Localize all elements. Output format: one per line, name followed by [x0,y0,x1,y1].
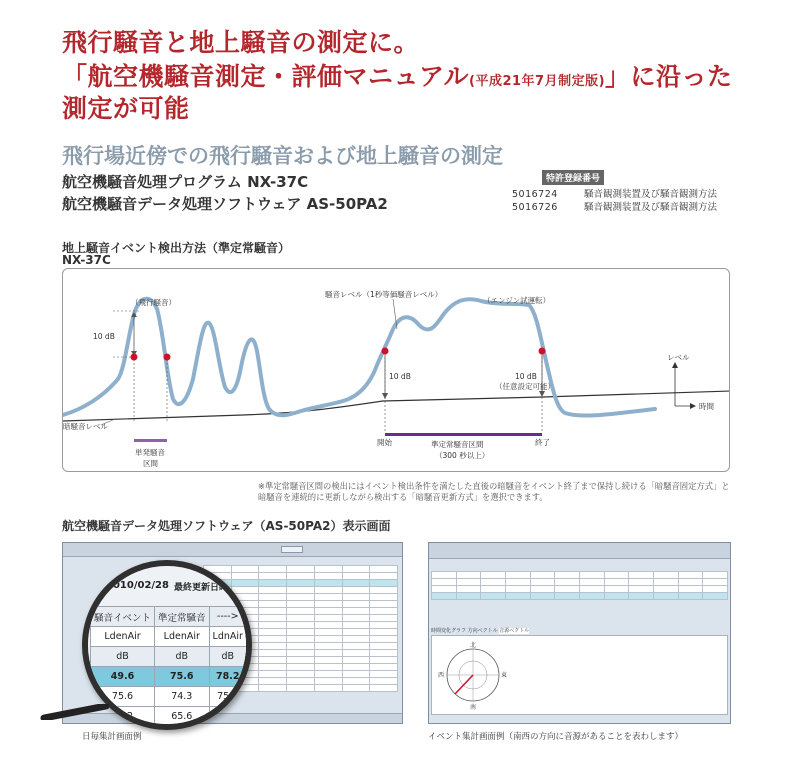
noise-level-curve [63,299,655,416]
lens-db: dB [91,647,155,667]
patent-number: 5016726 [512,202,558,213]
footnote-line-2: 暗騒音を連続的に更新しながら検出する「暗騒音更新方式」を選択できます。 [258,492,548,502]
event-marker [539,348,546,355]
footnote [258,481,730,503]
single-interval-label-2: 区間 [143,459,158,468]
method-title: 地上騒音イベント検出方法（準定常騒音） [62,241,291,255]
event-marker [131,354,138,361]
lens-unit: LdenAir [91,627,155,647]
level-axis-label: レベル [667,353,690,362]
start-label: 開始 [377,438,392,447]
lens-cell: 78.2 [209,667,246,687]
lens-db: dB [209,647,246,667]
ten-db-right-label: 10 dB [515,372,537,381]
lens-table [90,606,247,730]
patent-item [512,186,717,200]
arbitrary-label: （任意設定可能） [495,382,555,391]
compass-north: 北 [470,642,477,649]
background-label: 暗騒音レベル [63,422,108,431]
lens-cell [209,727,246,731]
lens-cell: 65.6 [155,707,210,727]
headline-line-2-small: (平成21年7月制定版) [469,74,606,89]
patent-label: 特許登録番号 [542,170,604,185]
lens-cell: 69.2 [91,707,155,727]
patent-item [512,199,717,213]
lens-header: ----> [209,607,246,627]
subheading: 飛行場近傍での飛行騒音および地上騒音の測定 [62,144,503,168]
method-model: NX-37C [62,253,111,267]
toolbar [63,543,403,557]
engine-run-label: （エンジン試運転） [483,296,551,305]
event-grid [431,571,728,600]
ten-db-left-label: 10 dB [93,332,115,341]
quasi-interval-bar [385,433,542,436]
quasi-interval-label-2: （300 秒以上） [435,451,490,460]
lens-cell: 74.3 [155,687,210,707]
lens-db: dB [155,647,210,667]
lens-cell: 66 [209,707,246,727]
single-interval-label-1: 単発騒音 [135,448,165,457]
flight-noise-label: （飛行騒音） [131,298,176,307]
lens-content [88,566,252,730]
ten-db-mid-label: 10 dB [389,372,411,381]
end-label: 終了 [535,438,550,447]
lens-header: 騒音イベント [91,607,155,627]
compass-east: 東 [501,672,508,679]
lens-cell: 49.6 [91,667,155,687]
lens-unit: LdenAir [155,627,210,647]
magnifier-handle [40,704,110,720]
vector-panel [431,635,728,715]
compass-rose [438,640,508,710]
left-caption: 日毎集計画面例 [82,732,142,742]
single-interval-bar [134,439,167,442]
product-as50pa2: 航空機騒音データ処理ソフトウェア AS-50PA2 [62,195,388,213]
event-marker [164,354,171,361]
event-marker [382,348,389,355]
time-axis-head [690,403,696,409]
compass-west: 西 [438,672,445,679]
background-noise-line [63,391,730,421]
headline-line-2-main: 「航空機騒音測定・評価マニュアル [62,62,470,91]
patent-title: 騒音観測装置及び騒音観測方法 [584,189,718,200]
tab-source-vector[interactable]: 音源ベクトル [499,628,530,634]
right-caption: イベント集計画面例（南西の方向に音源があることを表わします） [428,732,684,742]
lens-cell: 75.9 [209,687,246,707]
product-nx37c: 航空機騒音処理プログラム NX-37C [62,173,309,191]
source-vector-line [455,675,473,694]
headline-line-2-end: 」に沿った [605,62,733,91]
patent-number: 5016724 [512,189,558,200]
lens-updated: 最終更新日時： [174,583,238,593]
quasi-db-arrow-head [382,393,388,399]
toolbar [429,543,731,559]
headline-line-3: 測定が可能 [62,94,190,123]
lens-cell: 75.6 [91,687,155,707]
lens-header: 準定常騒音 [155,607,210,627]
quasi-db-arrow-right-head [539,391,545,397]
level-axis-head [672,362,678,368]
right-tabs [431,627,529,634]
quasi-interval-label-1: 準定常騒音区間 [431,440,484,449]
toolbar-button [281,546,303,553]
headline-line-1: 飛行騒音と地上騒音の測定に。 [62,28,420,57]
diagram-svg [63,269,730,472]
tab-direction-vector[interactable]: 方向ベクトル [467,628,498,634]
tab-time-graph[interactable]: 時間変化グラフ [431,628,467,634]
lens-unit: LdnAir [209,627,246,647]
patent-title: 騒音観測装置及び騒音観測方法 [584,202,718,213]
lens-cell: 75.6 [155,667,210,687]
lens-date: 2010/02/28 [106,580,169,591]
compass-south: 南 [470,704,477,710]
event-detection-diagram [62,268,730,472]
footnote-line-1: ※準定常騒音区間の検出にはイベント検出条件を満たした直後の暗騒音をイベント終了まで保持し続ける「暗騒音固定方式」と [258,481,730,491]
screens-title: 航空機騒音データ処理ソフトウェア（AS-50PA2）表示画面 [62,519,391,533]
lens-cell [155,727,210,731]
noise-level-label: 騒音レベル（1秒等価騒音レベル） [325,290,443,299]
event-summary-screenshot [428,542,731,724]
time-axis-label: 時間 [699,402,714,411]
